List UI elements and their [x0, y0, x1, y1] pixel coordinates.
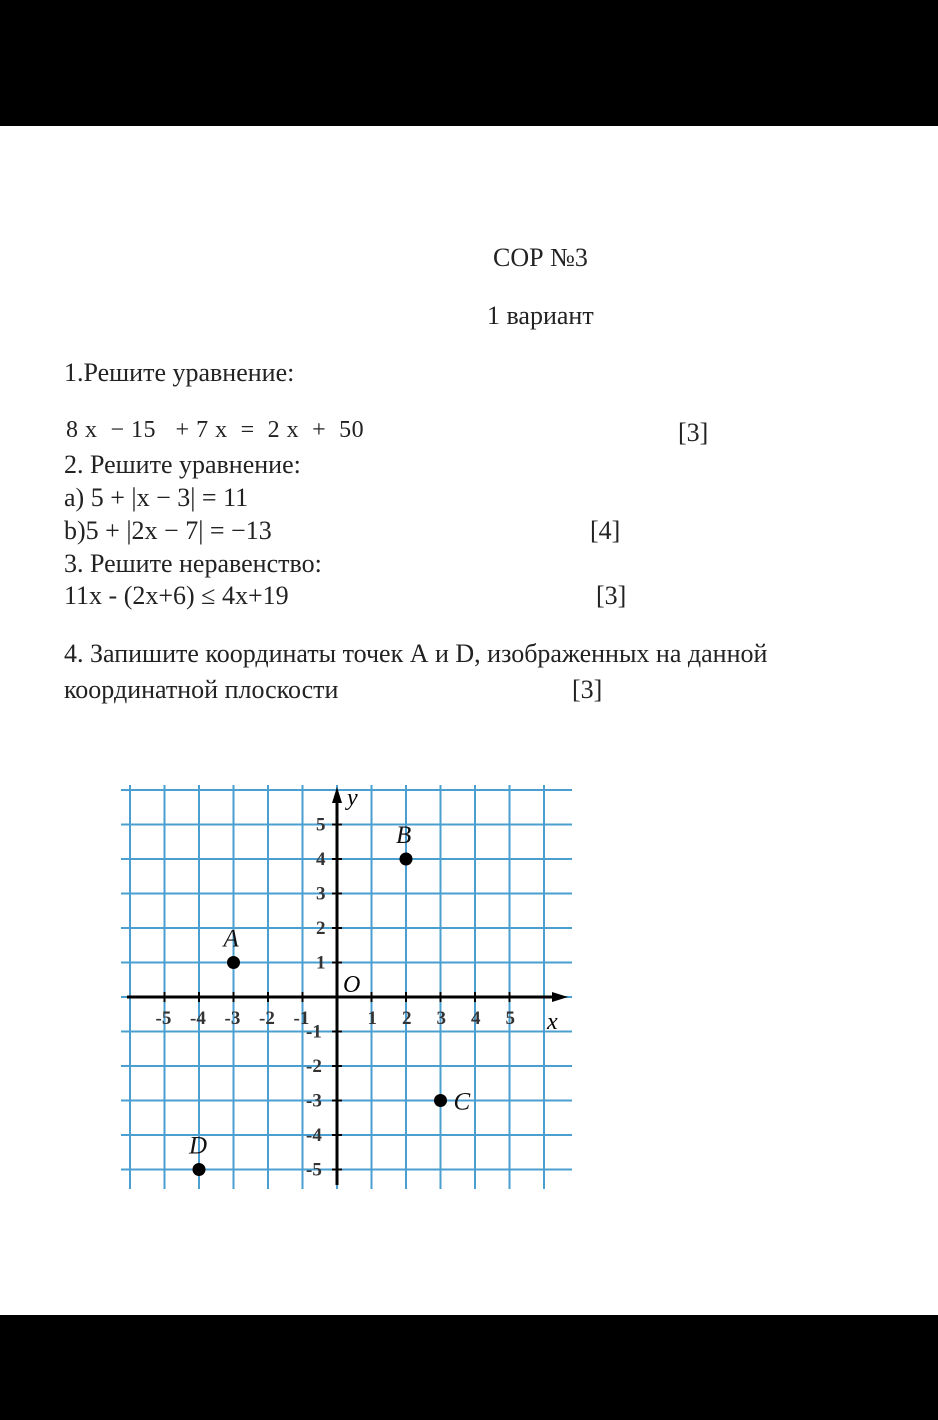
bottom-black-bar — [0, 1315, 938, 1420]
document-title: СОР №3 — [493, 243, 588, 272]
axes — [127, 785, 568, 1185]
top-black-bar — [0, 0, 938, 126]
y-tick-label: 3 — [316, 883, 326, 905]
x-tick-label: 3 — [436, 1008, 446, 1029]
x-tick-label: -4 — [190, 1008, 206, 1029]
x-axis-label: x — [547, 1009, 558, 1035]
task2-heading: 2. Решите уравнение: — [64, 450, 301, 479]
y-tick-label: -2 — [306, 1056, 322, 1077]
coordinate-plane-svg — [115, 775, 580, 1195]
y-tick-label: 1 — [316, 952, 326, 974]
task4-points: [3] — [572, 675, 603, 704]
task1-equation: 8 x − 15 + 7 x = 2 x + 50 — [66, 417, 365, 443]
y-tick-label: -1 — [306, 1021, 322, 1043]
point-a-marker — [227, 956, 240, 969]
task3-heading: 3. Решите неравенство: — [64, 549, 322, 578]
y-tick-label: -3 — [306, 1090, 322, 1112]
task2-part-a: a) 5 + |x − 3| = 11 — [64, 483, 249, 512]
point-b-marker — [400, 853, 413, 866]
x-tick-label: 4 — [471, 1008, 481, 1029]
y-tick-label: -5 — [306, 1159, 322, 1181]
point-c-label: C — [453, 1088, 471, 1116]
task4-line2: координатной плоскости — [64, 675, 339, 704]
task3-points: [3] — [596, 581, 627, 610]
point-d-label: D — [189, 1132, 208, 1160]
origin-label: O — [343, 972, 361, 998]
task1-heading: 1.Решите уравнение: — [64, 358, 295, 387]
x-tick-label: 2 — [402, 1008, 412, 1029]
point-b-label: B — [396, 822, 412, 849]
x-tick-label: -1 — [293, 1008, 310, 1029]
task1-points: [3] — [678, 418, 709, 447]
task2-points: [4] — [590, 516, 621, 545]
y-tick-label: 2 — [316, 918, 326, 939]
point-d-marker — [193, 1163, 206, 1176]
point-a-label: A — [223, 925, 239, 953]
x-tick-label: -2 — [259, 1008, 275, 1029]
x-tick-label: -5 — [155, 1008, 172, 1029]
y-tick-label: 5 — [316, 814, 326, 836]
x-axis-arrow — [552, 992, 568, 1002]
point-c-marker — [434, 1094, 447, 1107]
x-tick-label: -3 — [224, 1008, 241, 1029]
variant-label: 1 вариант — [487, 301, 594, 330]
task2-part-b: b)5 + |2x − 7| = −13 — [64, 516, 272, 545]
y-axis-label: y — [347, 785, 358, 811]
coordinate-plane — [115, 775, 580, 1195]
plotted-points — [188, 822, 471, 1176]
y-tick-label: 4 — [316, 849, 326, 870]
task4-line1: 4. Запишите координаты точек А и D, изображенных на данной — [64, 639, 768, 668]
x-tick-label: 1 — [367, 1008, 377, 1029]
task3-inequality: 11x - (2x+6) ≤ 4x+19 — [64, 581, 289, 610]
x-tick-label: 5 — [505, 1008, 515, 1029]
y-tick-label: -4 — [306, 1125, 322, 1146]
